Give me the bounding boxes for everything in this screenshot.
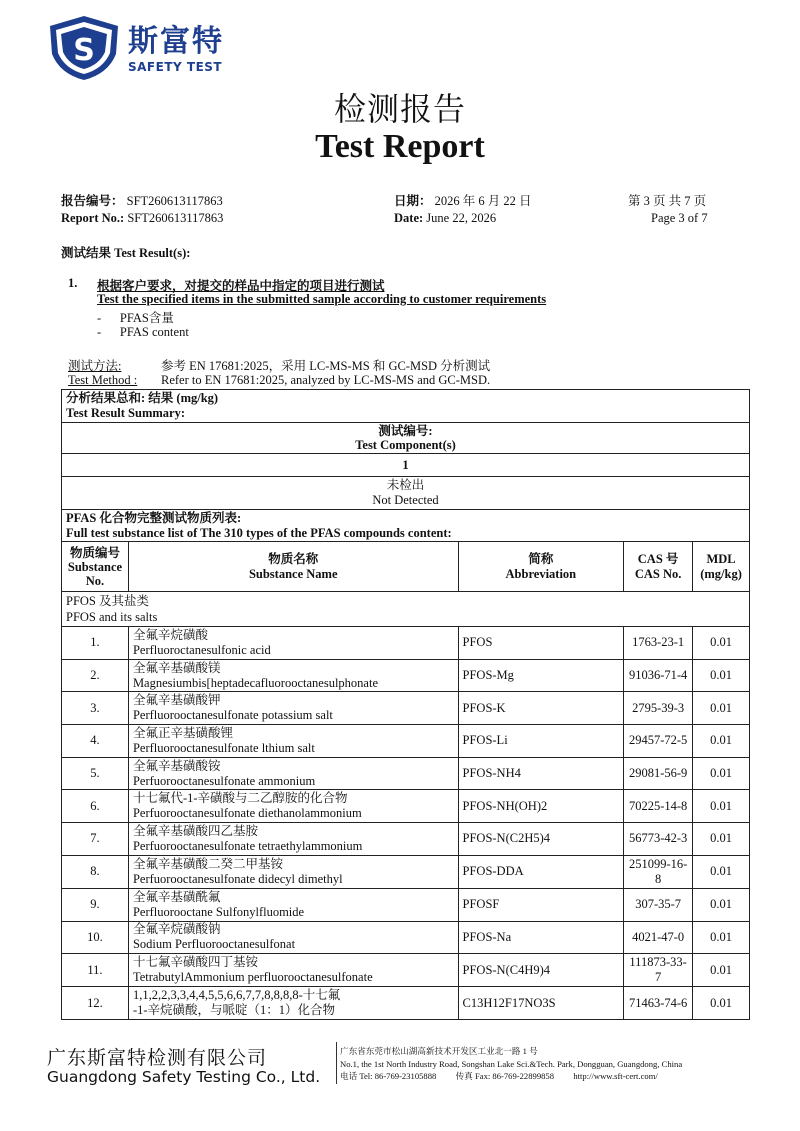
substance-name-en: Perfuorooctanesulfonate tetraethylammonium [132, 838, 363, 853]
col-mdl-en: (mg/kg) [700, 566, 742, 581]
cell-no: 1. [62, 627, 129, 660]
cell-abbr: PFOSF [458, 888, 624, 921]
cell-no: 9. [62, 888, 129, 921]
substance-name-cn: 全氟辛基磺酸镁 [132, 660, 221, 675]
cell-name [128, 725, 458, 758]
substance-name-en: Perfluorooctanesulfonate potassium salt [132, 708, 333, 723]
cell-no: 11. [62, 954, 129, 987]
method-label-cn: 测试方法: [68, 359, 122, 373]
cell-cas: 70225-14-8 [624, 790, 693, 823]
list-label-cell [62, 510, 750, 542]
substance-name-en: Perfuorooctanesulfonate ammonium [132, 773, 316, 788]
result-row [62, 477, 750, 510]
cell-abbr: PFOS-Na [458, 921, 624, 954]
cell-name [128, 855, 458, 888]
col-no-cn: 物质编号 [69, 545, 120, 560]
footer-fax: 传真 Fax: 86-769-22899858 [455, 1071, 555, 1081]
substance-name-en: Perfluoroctanesulfonic acid [132, 642, 271, 657]
cell-name [128, 954, 458, 987]
cell-cas: 307-35-7 [624, 888, 693, 921]
summary-label-en: Test Result Summary: [66, 406, 185, 420]
footer-divider [336, 1042, 337, 1084]
group-cell [62, 592, 750, 627]
substance-name-cn: 1,1,2,2,3,3,4,4,5,5,6,6,7,7,8,8,8,8-十七氟 [132, 988, 341, 1003]
footer-company-cn: 广东斯富特检测有限公司 [47, 1047, 268, 1069]
group-en: PFOS and its salts [66, 610, 158, 624]
table-row [62, 627, 750, 660]
substance-name-en: Perfuorooctanesulfonate didecyl dimethyl [132, 871, 343, 886]
column-header-row [62, 542, 750, 592]
report-no-value-en: SFT260613117863 [127, 211, 224, 225]
cell-no: 5. [62, 757, 129, 790]
group-row [62, 592, 750, 627]
cell-mdl: 0.01 [693, 725, 750, 758]
substance-name-cn: 十七氟辛磺酸四丁基铵 [132, 955, 258, 970]
cell-abbr: PFOS-Mg [458, 659, 624, 692]
cell-name [128, 987, 458, 1020]
method-label-en: Test Method : [68, 373, 138, 387]
col-name-cn: 物质名称 [268, 551, 319, 566]
substance-name-en: -1-辛烷磺酸，与哌啶（1：1）化合物 [132, 1003, 336, 1018]
cell-cas: 56773-42-3 [624, 823, 693, 856]
col-abbr-en: Abbreviation [505, 566, 577, 581]
col-mdl-cn: MDL [706, 551, 736, 566]
component-no-row [62, 454, 750, 477]
col-no-en2: No. [85, 573, 105, 588]
title-cn: 检测报告 [333, 90, 466, 128]
cell-mdl: 0.01 [693, 855, 750, 888]
page-cn: 第 3 页 共 7 页 [628, 194, 707, 208]
table-row [62, 790, 750, 823]
cell-name [128, 627, 458, 660]
cell-mdl: 0.01 [693, 888, 750, 921]
cell-mdl: 0.01 [693, 790, 750, 823]
summary-label-cell [62, 390, 750, 423]
col-header-name [128, 542, 458, 592]
cell-abbr: PFOS [458, 627, 624, 660]
cell-no: 12. [62, 987, 129, 1020]
table-row [62, 725, 750, 758]
cell-mdl: 0.01 [693, 692, 750, 725]
cell-mdl: 0.01 [693, 757, 750, 790]
item-number: 1. [68, 276, 78, 290]
footer-addr-cn: 广东省东莞市松山湖高新技术开发区工业北一路 1 号 [340, 1046, 538, 1056]
brand-wordmark [128, 26, 224, 74]
summary-label-cn: 分析结果总和: 结果 (mg/kg) [66, 391, 219, 405]
table-row [62, 954, 750, 987]
date-label-cn: 日期： [394, 194, 432, 208]
date-value-en: June 22, 2026 [426, 211, 497, 225]
table-row [62, 823, 750, 856]
item-title-cn: 根据客户要求，对提交的样品中指定的项目进行测试 [97, 279, 385, 293]
cell-cas: 29457-72-5 [624, 725, 693, 758]
substance-name-cn: 全氟辛基磺酸二癸二甲基铵 [132, 856, 283, 871]
col-header-mdl [693, 542, 750, 592]
substance-name-en: Perfuorooctanesulfonate diethanolammonium [132, 806, 362, 821]
substance-name-en: Sodium Perfluorooctanesulfonat [132, 937, 296, 952]
col-header-cas [624, 542, 693, 592]
cell-name [128, 888, 458, 921]
cell-mdl: 0.01 [693, 627, 750, 660]
substance-name-en: TetrabutylAmmonium perfluorooctanesulfonate [132, 970, 373, 985]
cell-mdl: 0.01 [693, 921, 750, 954]
cell-no: 3. [62, 692, 129, 725]
list-label-en: Full test substance list of The 310 types of the PFAS compounds content: [66, 526, 452, 540]
component-label-en: Test Component(s) [355, 438, 456, 452]
substance-name-cn: 全氟辛烷磺酸 [132, 627, 208, 642]
result-cell [62, 477, 750, 510]
cell-cas: 2795-39-3 [624, 692, 693, 725]
cell-abbr: PFOS-DDA [458, 855, 624, 888]
table-row [62, 855, 750, 888]
cell-abbr: PFOS-NH(OH)2 [458, 790, 624, 823]
date-value-cn: 2026 年 6 月 22 日 [434, 194, 532, 208]
brand-name-cn: 斯富特 [128, 24, 224, 59]
substance-name-en: Magnesiumbis[heptadecafluorooctanesulphonate [132, 675, 378, 690]
cell-no: 6. [62, 790, 129, 823]
table-row [62, 659, 750, 692]
col-abbr-cn: 简称 [528, 551, 554, 566]
col-header-no [62, 542, 129, 592]
list-label-row [62, 510, 750, 542]
cell-name [128, 659, 458, 692]
cell-mdl: 0.01 [693, 659, 750, 692]
report-no-label-cn: 报告编号： [61, 194, 124, 208]
cell-abbr: C13H12F17NO3S [458, 987, 624, 1020]
col-cas-en: CAS No. [634, 566, 682, 581]
bullet-text: PFAS含量 [119, 311, 174, 325]
cell-name [128, 692, 458, 725]
table-row [62, 757, 750, 790]
cell-cas: 4021-47-0 [624, 921, 693, 954]
col-cas-cn: CAS 号 [637, 551, 679, 566]
cell-cas: 1763-23-1 [624, 627, 693, 660]
footer-tel: 电话 Tel: 86-769-23105888 [340, 1071, 437, 1081]
substance-name-cn: 全氟辛基磺酸四乙基胺 [132, 823, 258, 838]
method-value-en: Refer to EN 17681:2025, analyzed by LC-MS-MS and GC-MSD. [161, 373, 491, 387]
result-en: Not Detected [372, 493, 439, 507]
col-name-en: Substance Name [248, 566, 338, 581]
company-logo [46, 14, 122, 87]
bullet-text: PFAS content [119, 325, 189, 339]
footer-contact [340, 1070, 790, 1083]
substance-name-cn: 十七氟代-1-辛磺酸与二乙醇胺的化合物 [132, 791, 348, 806]
date-en [394, 211, 496, 226]
cell-cas: 111873-33-7 [624, 954, 693, 987]
substance-rows [62, 627, 750, 1020]
results-heading: 测试结果 Test Result(s): [61, 246, 191, 260]
cell-no: 8. [62, 855, 129, 888]
cell-cas: 29081-56-9 [624, 757, 693, 790]
substance-name-en: Perfluorooctanesulfonate lthium salt [132, 740, 315, 755]
item-title-en: Test the specified items in the submitted sample according to customer requirements [97, 292, 547, 306]
svg-text:S: S [73, 33, 95, 68]
shield-logo-icon [46, 14, 122, 82]
bullet-item: - PFAS content [97, 325, 189, 339]
cell-abbr: PFOS-N(C4H9)4 [458, 954, 624, 987]
col-header-abbr [458, 542, 624, 592]
table-row [62, 888, 750, 921]
page-en: Page 3 of 7 [651, 211, 708, 225]
cell-no: 2. [62, 659, 129, 692]
title-en: Test Report [315, 128, 485, 165]
cell-no: 4. [62, 725, 129, 758]
col-no-en: Substance [67, 559, 123, 574]
report-no-en [61, 211, 223, 226]
cell-name [128, 921, 458, 954]
substance-name-cn: 全氟辛烷磺酸钠 [132, 922, 221, 937]
component-header-cell [62, 423, 750, 454]
table-row [62, 921, 750, 954]
footer-web[interactable]: http://www.sft-cert.com/ [573, 1071, 658, 1081]
group-cn: PFOS 及其盐类 [66, 594, 150, 608]
substance-name-cn: 全氟辛基磺酰氟 [132, 889, 221, 904]
cell-no: 7. [62, 823, 129, 856]
date-label-en: Date: [394, 211, 424, 225]
substance-name-en: Perfluorooctane Sulfonylfluomide [132, 904, 305, 919]
cell-mdl: 0.01 [693, 987, 750, 1020]
cell-abbr: PFOS-NH4 [458, 757, 624, 790]
cell-abbr: PFOS-K [458, 692, 624, 725]
substance-name-cn: 全氟正辛基磺酸锂 [132, 725, 233, 740]
cell-cas: 251099-16-8 [624, 855, 693, 888]
results-table [61, 389, 750, 1020]
report-no-label-en: Report No.: [61, 211, 125, 225]
report-no-cn [61, 191, 223, 209]
cell-cas: 71463-74-6 [624, 987, 693, 1020]
date-cn [394, 191, 532, 209]
component-label-cn: 测试编号: [378, 424, 433, 438]
table-row [62, 987, 750, 1020]
list-label-cn: PFAS 化合物完整测试物质列表: [66, 511, 242, 525]
cell-cas: 91036-71-4 [624, 659, 693, 692]
cell-name [128, 823, 458, 856]
footer-addr-en: No.1, the 1st North Industry Road, Songshan Lake Sci.&Tech. Park, Dongguan, Guangdong, China [340, 1058, 683, 1069]
bullet-item: - PFAS含量 [97, 311, 174, 325]
substance-name-cn: 全氟辛基磺酸铵 [132, 758, 221, 773]
result-cn: 未检出 [386, 478, 425, 492]
brand-name-en: SAFETY TEST [128, 60, 223, 74]
cell-name [128, 790, 458, 823]
cell-abbr: PFOS-Li [458, 725, 624, 758]
cell-no: 10. [62, 921, 129, 954]
footer-address [340, 1045, 790, 1083]
cell-abbr: PFOS-N(C2H5)4 [458, 823, 624, 856]
cell-mdl: 0.01 [693, 823, 750, 856]
component-no-cell: 1 [62, 454, 750, 477]
component-header-row [62, 423, 750, 454]
report-no-value: SFT260613117863 [126, 194, 223, 208]
footer-company-en: Guangdong Safety Testing Co., Ltd. [47, 1068, 321, 1086]
method-value-cn: 参考 EN 17681:2025，采用 LC-MS-MS 和 GC-MSD 分析测试 [161, 359, 491, 373]
substance-name-cn: 全氟辛基磺酸钾 [132, 693, 221, 708]
table-row [62, 692, 750, 725]
cell-name [128, 757, 458, 790]
summary-label-row [62, 390, 750, 423]
cell-mdl: 0.01 [693, 954, 750, 987]
